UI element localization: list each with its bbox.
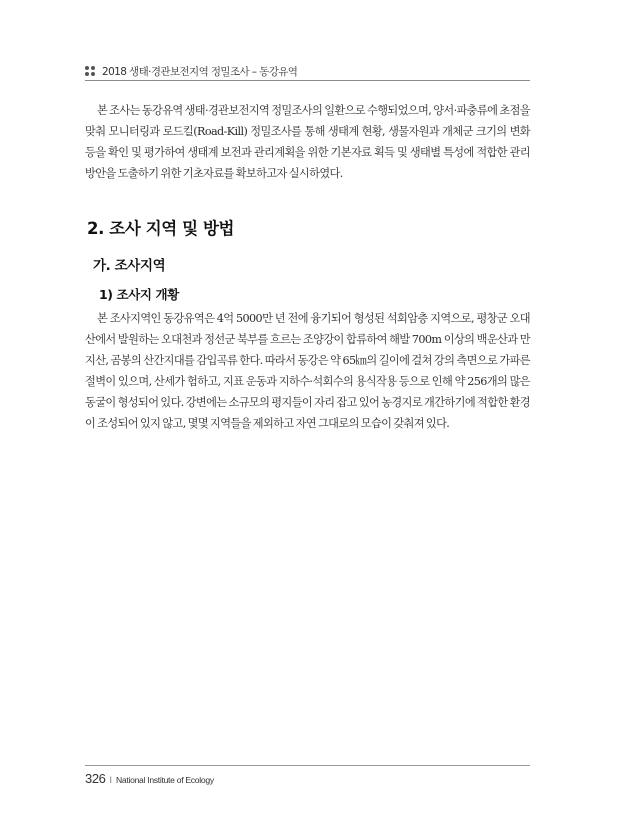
running-header	[85, 64, 530, 78]
page-number: 326	[85, 771, 106, 786]
publisher-name: National Institute of Ecology	[116, 775, 214, 785]
subsection-heading: 가. 조사지역	[93, 258, 166, 274]
intro-paragraph-text: 본 조사는 동강유역 생태·경관보전지역 정밀조사의 일환으로 수행되었으며, 양서·파충류에 초점을 맞춰 모니터링과 로드킬(Road-Kill) 정밀조사를 통해 생태계 현황, 생물자원과 개체군 크기의 변화 등을 확인 및 평가하여 생태계 보전과 관리계획을 위한 기본자료 획득 및 생태별 특성에 적합한 관리 방안을 도출하기 위한 기초자료를 확보하고자 실시하였다.	[85, 104, 530, 180]
page-footer	[85, 771, 214, 787]
section-heading: 2. 조사 지역 및 방법	[87, 219, 235, 238]
site-overview-paragraph	[85, 308, 530, 434]
page-body	[85, 100, 530, 434]
footer-divider	[85, 765, 530, 766]
site-overview-text: 본 조사지역인 동강유역은 4억 5000만 년 전에 융기되어 형성된 석회암층 지역으로, 평창군 오대산에서 발원하는 오대천과 정선군 북부를 흐르는 조양강이 합류하여 해발 700m 이상의 백운산과 만지산, 곰봉의 산간지대를 감입곡류 한다. 따라서 동강은 약 65㎞의 길이에 걸쳐 강의 측면으로 가파른 절벽이 있으며, 산세가 험하고, 지표 운동과 지하수·석회수의 용식작용 등으로 인해 약 256개의 많은 동굴이 형성되어 있다. 강변에는 소규모의 평지들이 자리 잡고 있어 농경지로 개간하기에 적합한 환경이 조성되어 있지 않고, 몇몇 지역들을 제외하고 자연 그대로의 모습이 갖춰져 있다.	[85, 312, 530, 430]
header-divider	[85, 80, 530, 81]
header-dots-icon	[85, 66, 97, 76]
footer-separator: I	[109, 775, 113, 785]
header-title: 2018 생태·경관보전지역 정밀조사 – 동강유역	[102, 65, 298, 78]
item-heading: 1) 조사지 개황	[99, 287, 179, 302]
intro-paragraph	[85, 100, 530, 184]
